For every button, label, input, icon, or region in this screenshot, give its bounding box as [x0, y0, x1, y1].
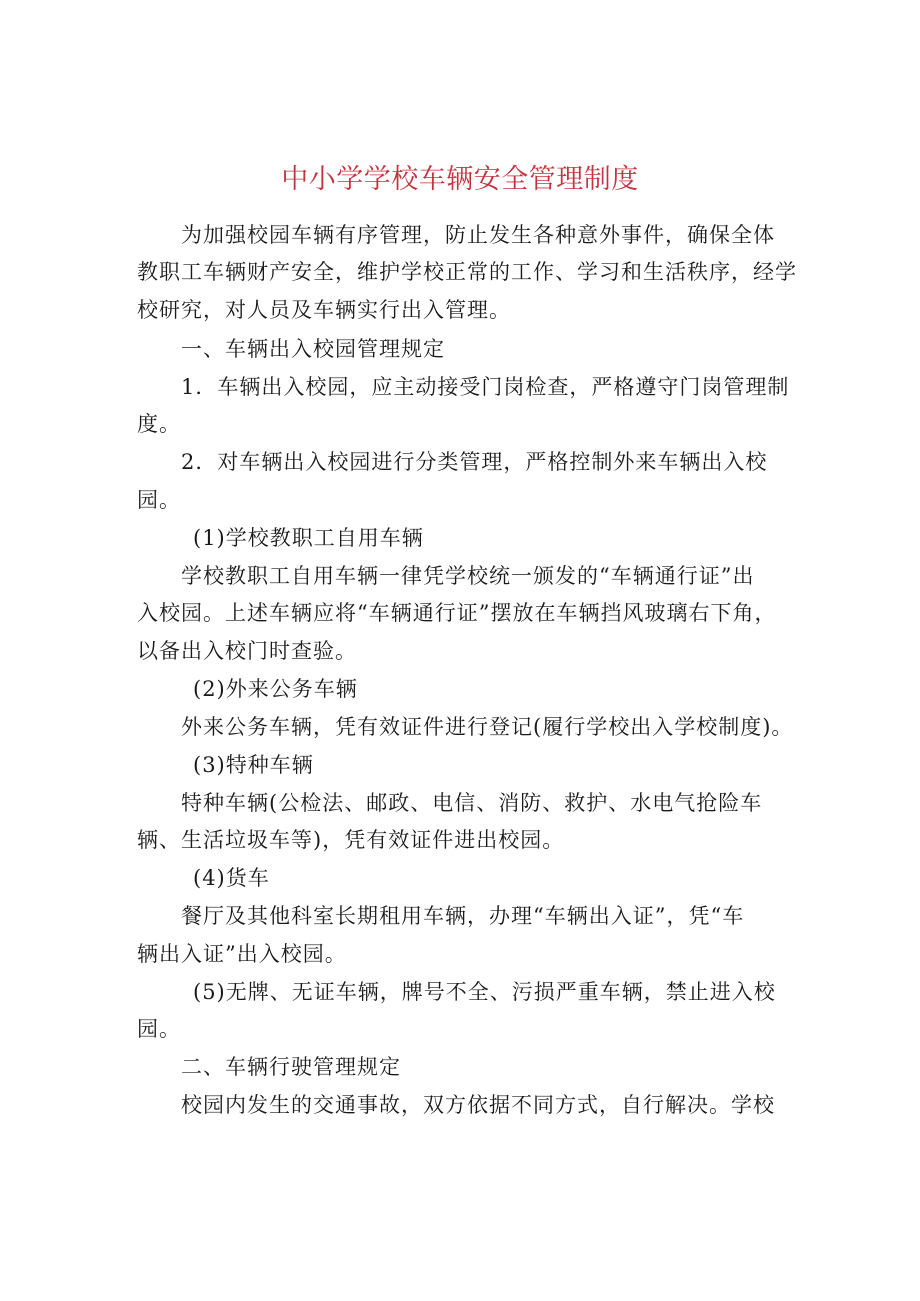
section-heading-1: 一、车辆出入校园管理规定 — [181, 337, 445, 361]
sub-heading-4: (4)货车 — [193, 866, 270, 890]
sub-2-text: 外来公务车辆，凭有效证件进行登记(履行学校出入学校制度)。 — [181, 715, 794, 739]
intro-line-3: 校研究，对人员及车辆实行出入管理。 — [137, 298, 511, 322]
sub-1-text-c: 以备出入校门时查验。 — [137, 639, 357, 663]
sub-1-text-a: 学校教职工自用车辆一律凭学校统一颁发的“车辆通行证”出 — [181, 564, 755, 588]
sub-1-text-b: 入校园。上述车辆应将“车辆通行证”摆放在车辆挡风玻璃右下角， — [137, 601, 777, 625]
item-1-line-b: 度。 — [137, 412, 181, 436]
intro-line-2: 教职工车辆财产安全，维护学校正常的工作、学习和生活秩序，经学 — [137, 260, 797, 284]
sub-5-line-b: 园。 — [137, 1017, 181, 1041]
intro-line-1: 为加强校园车辆有序管理，防止发生各种意外事件，确保全体 — [181, 223, 775, 247]
item-2-line-b: 园。 — [137, 488, 181, 512]
sub-heading-1: (1)学校教职工自用车辆 — [193, 526, 424, 550]
sub-5-line-a: (5)无牌、无证车辆，牌号不全、污损严重车辆，禁止进入校 — [193, 980, 776, 1004]
section-heading-2: 二、车辆行驶管理规定 — [181, 1055, 401, 1079]
sub-heading-2: (2)外来公务车辆 — [193, 677, 358, 701]
sub-4-text-b: 辆出入证”出入校园。 — [137, 942, 347, 966]
section-2-text: 校园内发生的交通事故，双方依据不同方式，自行解决。学校 — [181, 1093, 775, 1117]
item-1-line-a: 1．车辆出入校园，应主动接受门岗检查，严格遵守门岗管理制 — [181, 375, 790, 399]
item-2-line-a: 2．对车辆出入校园进行分类管理，严格控制外来车辆出入校 — [181, 450, 768, 474]
document-title: 中小学学校车辆安全管理制度 — [281, 164, 639, 195]
sub-3-text-a: 特种车辆(公检法、邮政、电信、消防、救护、水电气抢险车 — [181, 791, 763, 815]
sub-3-text-b: 辆、生活垃圾车等)，凭有效证件进出校园。 — [137, 828, 565, 852]
sub-heading-3: (3)特种车辆 — [193, 753, 314, 777]
sub-4-text-a: 餐厅及其他科室长期租用车辆，办理“车辆出入证”，凭“车 — [181, 904, 745, 928]
